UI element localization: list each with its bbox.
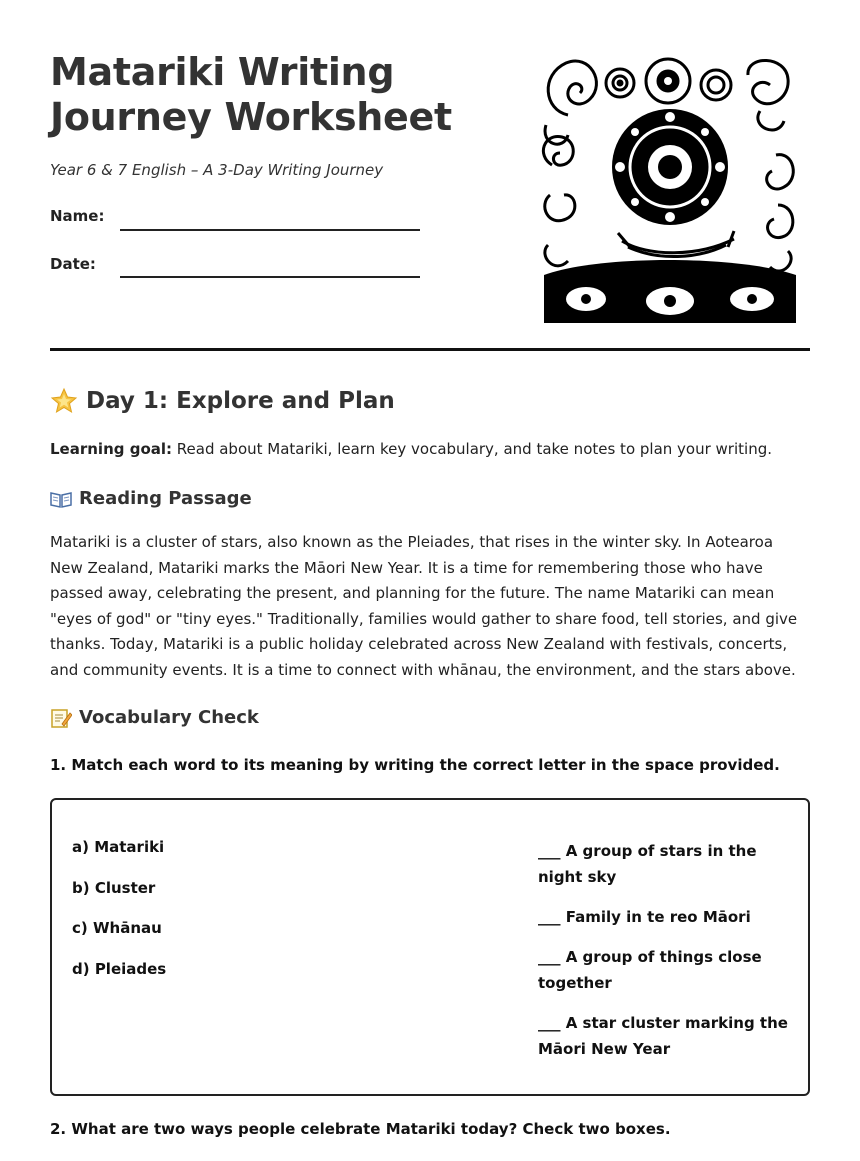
date-field[interactable] bbox=[120, 276, 420, 278]
reading-passage-heading bbox=[50, 488, 252, 509]
matching-box bbox=[50, 798, 810, 1096]
vocab-meaning-list bbox=[538, 838, 788, 1076]
name-field-label: Name: bbox=[50, 207, 105, 225]
question-1: 1. Match each word to its meaning by writing the correct letter in the space provided. bbox=[50, 756, 780, 774]
vocab-word-d: d) Pleiades bbox=[72, 959, 167, 978]
vocab-word-c: c) Whānau bbox=[72, 919, 162, 937]
learning-goal-text: Read about Matariki, learn key vocabulary, and take notes to plan your writing. bbox=[172, 440, 772, 458]
section-divider bbox=[50, 348, 810, 351]
open-book-icon bbox=[50, 489, 72, 509]
glowing-star-icon bbox=[50, 387, 78, 415]
meaning-item-4[interactable]: ___ A star cluster marking the Māori New Year bbox=[538, 1014, 788, 1058]
meaning-item-2[interactable]: ___ Family in te reo Māori bbox=[538, 908, 751, 926]
question-2: 2. What are two ways people celebrate Matariki today? Check two boxes. bbox=[50, 1120, 671, 1138]
vocab-word-list bbox=[72, 838, 166, 1000]
reading-passage: Matariki is a cluster of stars, also known as the Pleiades, that rises in the winter sky. In Aotearoa New Zealand, Matariki marks the Māori New Year. It is a time for remembering those who have passed away, celebrating the present, and planning for the future. The name Matariki can mean "eyes of god" or "tiny eyes." Traditionally, families would gather to share food, tell stories, and give thanks. Today, Matariki is a public holiday celebrated across New Zealand with festivals, concerts, and community events. It is a time to connect with whānau, the environment, and the stars above. bbox=[50, 533, 798, 679]
day1-heading bbox=[50, 387, 395, 415]
date-field-label: Date: bbox=[50, 255, 96, 273]
learning-goal-label: Learning goal: bbox=[50, 440, 173, 458]
memo-pencil-icon bbox=[50, 708, 72, 728]
maori-pattern-illustration bbox=[538, 55, 802, 325]
vocabulary-check-heading-text: Vocabulary Check bbox=[79, 707, 259, 728]
learning-goal bbox=[50, 440, 772, 458]
meaning-item-3[interactable]: ___ A group of things close together bbox=[538, 948, 762, 992]
worksheet-title: Matariki Writing Journey Worksheet bbox=[50, 50, 452, 139]
vocab-word-b: b) Cluster bbox=[72, 878, 156, 897]
meaning-item-1[interactable]: ___ A group of stars in the night sky bbox=[538, 842, 757, 886]
reading-passage-heading-text: Reading Passage bbox=[79, 488, 252, 509]
vocabulary-check-heading bbox=[50, 707, 259, 728]
name-field[interactable] bbox=[120, 229, 420, 231]
vocab-word-a: a) Matariki bbox=[72, 838, 165, 856]
day1-heading-text: Day 1: Explore and Plan bbox=[86, 388, 395, 414]
worksheet-subtitle: Year 6 & 7 English – A 3-Day Writing Journey bbox=[50, 161, 384, 179]
